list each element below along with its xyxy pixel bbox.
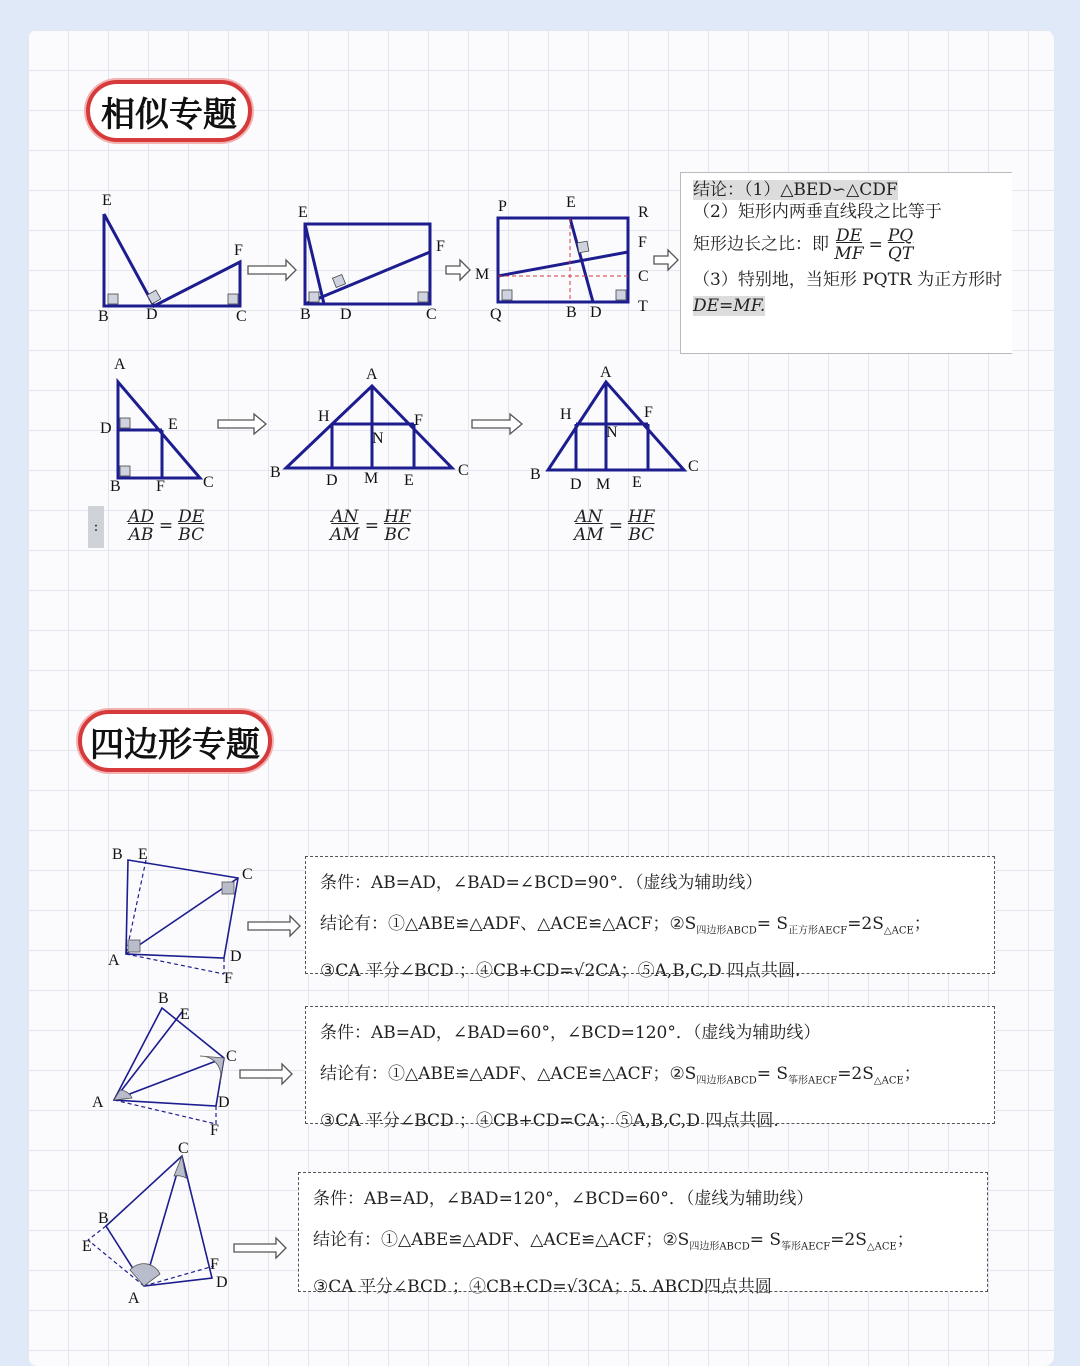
tri2-label-b: B [270,464,281,481]
tri3-label-d: D [570,476,582,493]
fig1-label-e: E [102,192,112,209]
tri2-label-a: A [366,366,378,383]
tri3-label-f: F [644,404,653,421]
q2-conclusion-1: 结论有：①△ABE≌△ADF、△ACE≌△ACF；$②S_{四边形ABCD}= S_{筝形AECF}=2S_{\triangle ACE}$； [320,1064,921,1087]
fig3-label-q: Q [490,306,502,323]
tri2-label-n: N [372,430,384,447]
ratio-formula-1: $\frac{AD}{AB}$ = $\frac{DE}{BC}$ [128,507,205,545]
q3-conclusion-2: ③CA 平分∠BCD ；④CB+CD=√3CA；5. ABCD四点共圆 [313,1277,772,1298]
q3-condition-box [298,1172,988,1298]
q2-label-b: B [158,990,169,1007]
q3-label-a: A [128,1290,140,1307]
tri1-label-d: D [100,420,112,437]
q2-label-e: E [180,1006,190,1023]
tri3-label-e: E [632,474,642,491]
q3-label-d: D [216,1274,228,1291]
q2-label-c: C [226,1048,237,1065]
tri2-label-h: H [318,408,330,425]
tri1-label-c: C [203,474,214,491]
similarity-conclusion-box: 结论：（1）△BED∽△CDF （2）矩形内两垂直线段之比等于 矩形边长之比：即 $\frac{DE}{MF}$ = $\frac{PQ}{QT}$ （3）特别地，当矩形 PQTR 为正方形时 DE=MF. [680,172,1012,354]
fig3-label-b: B [566,304,577,321]
fig3-label-p: P [498,198,507,215]
q1-label-e: E [138,846,148,863]
fig3-label-e: E [566,194,576,211]
q3-condition: 条件：AB=AD，∠BAD=120°，∠BCD=60°．（虚线为辅助线） [313,1189,814,1209]
tri1-label-b: B [110,478,121,495]
conclusion-line1: 结论：（1）△BED∽△CDF [693,180,898,200]
conclusion-line3-prefix: 矩形边长之比：即 [693,234,829,255]
fig1-label-f: F [234,242,243,259]
q2-label-f: F [210,1122,219,1139]
q1-label-c: C [242,866,253,883]
q3-label-e: E [82,1238,92,1255]
tri2-label-d: D [326,472,338,489]
tri1-label-a: A [114,356,126,373]
conclusion-line2: （2）矩形内两垂直线段之比等于 [693,202,942,222]
q1-condition-box [305,856,995,982]
fig2-label-e: E [298,204,308,221]
notes-page [28,30,1054,1366]
conclusion-line4: （3）特别地，当矩形 PQTR 为正方形时 [693,270,1003,290]
fig1-label-d: D [146,306,158,323]
fig3-label-d: D [590,304,602,321]
q1-conclusion-2: ③CA 平分∠BCD ；④CB+CD=√2CA；⑤A,B,C,D 四点共圆. [320,961,801,982]
tri2-label-e: E [404,472,414,489]
gray-tab-marker: : [88,506,104,548]
fig1-label-b: B [98,308,109,325]
q1-condition: 条件：AB=AD，∠BAD=∠BCD=90°．（虚线为辅助线） [320,873,763,893]
tri3-label-b: B [530,466,541,483]
fig2-label-f: F [436,238,445,255]
q1-label-f: F [224,970,233,987]
q2-label-a: A [92,1094,104,1111]
fig1-label-c: C [236,308,247,325]
conclusion-line5: DE=MF. [693,296,766,316]
q3-label-b: B [98,1210,109,1227]
tri3-label-c: C [688,458,699,475]
fig3-label-m: M [475,266,490,283]
q3-conclusion-1: 结论有：①△ABE≌△ADF、△ACE≌△ACF；$②S_{四边形ABCD}= S_{筝形AECF}=2S_{\triangle ACE}$； [313,1230,914,1253]
q3-label-f: F [210,1256,219,1273]
fig3-label-c: C [638,268,649,285]
q1-label-d: D [230,948,242,965]
tri2-label-f: F [414,412,423,429]
fig3-label-t: T [638,298,648,315]
tri1-label-e: E [168,416,178,433]
q1-label-a: A [108,952,120,969]
conclusion-frac2: $\frac{PQ}{QT}$ [887,226,914,264]
tri2-label-c: C [458,462,469,479]
tri1-label-f: F [156,478,165,495]
conclusion-frac1: $\frac{DE}{MF}$ [834,226,864,264]
tri2-label-m: M [364,470,379,487]
fig2-label-b: B [300,306,311,323]
fig2-label-d: D [340,306,352,323]
q2-label-d: D [218,1094,230,1111]
q2-conclusion-2: ③CA 平分∠BCD ；④CB+CD=CA；⑤A,B,C,D 四点共圆. [320,1111,779,1132]
quadrilateral-figures [28,30,1054,1366]
tri3-label-m: M [596,476,611,493]
q3-label-c: C [178,1140,189,1157]
tri3-label-h: H [560,406,572,423]
tri3-label-a: A [600,364,612,381]
fig3-label-f: F [638,234,647,251]
q1-conclusion-1: 结论有：①△ABE≌△ADF、△ACE≌△ACF；$②S_{四边形ABCD}= S_{正方形AECF}=2S_{\triangle ACE}$； [320,914,931,937]
ratio-formula-2: $\frac{AN}{AM}$ = $\frac{HF}{BC}$ [330,507,411,545]
section-title-text: 四边形专题 [90,724,260,765]
tri3-label-n: N [606,424,618,441]
q1-label-b: B [112,846,123,863]
q2-condition: 条件：AB=AD，∠BAD=60°，∠BCD=120°．（虚线为辅助线） [320,1023,821,1043]
fig3-label-r: R [638,204,649,221]
section-title-text: 相似专题 [101,94,237,135]
ratio-formula-3: $\frac{AN}{AM}$ = $\frac{HF}{BC}$ [574,507,655,545]
fig2-label-c: C [426,306,437,323]
q2-condition-box [305,1006,995,1132]
